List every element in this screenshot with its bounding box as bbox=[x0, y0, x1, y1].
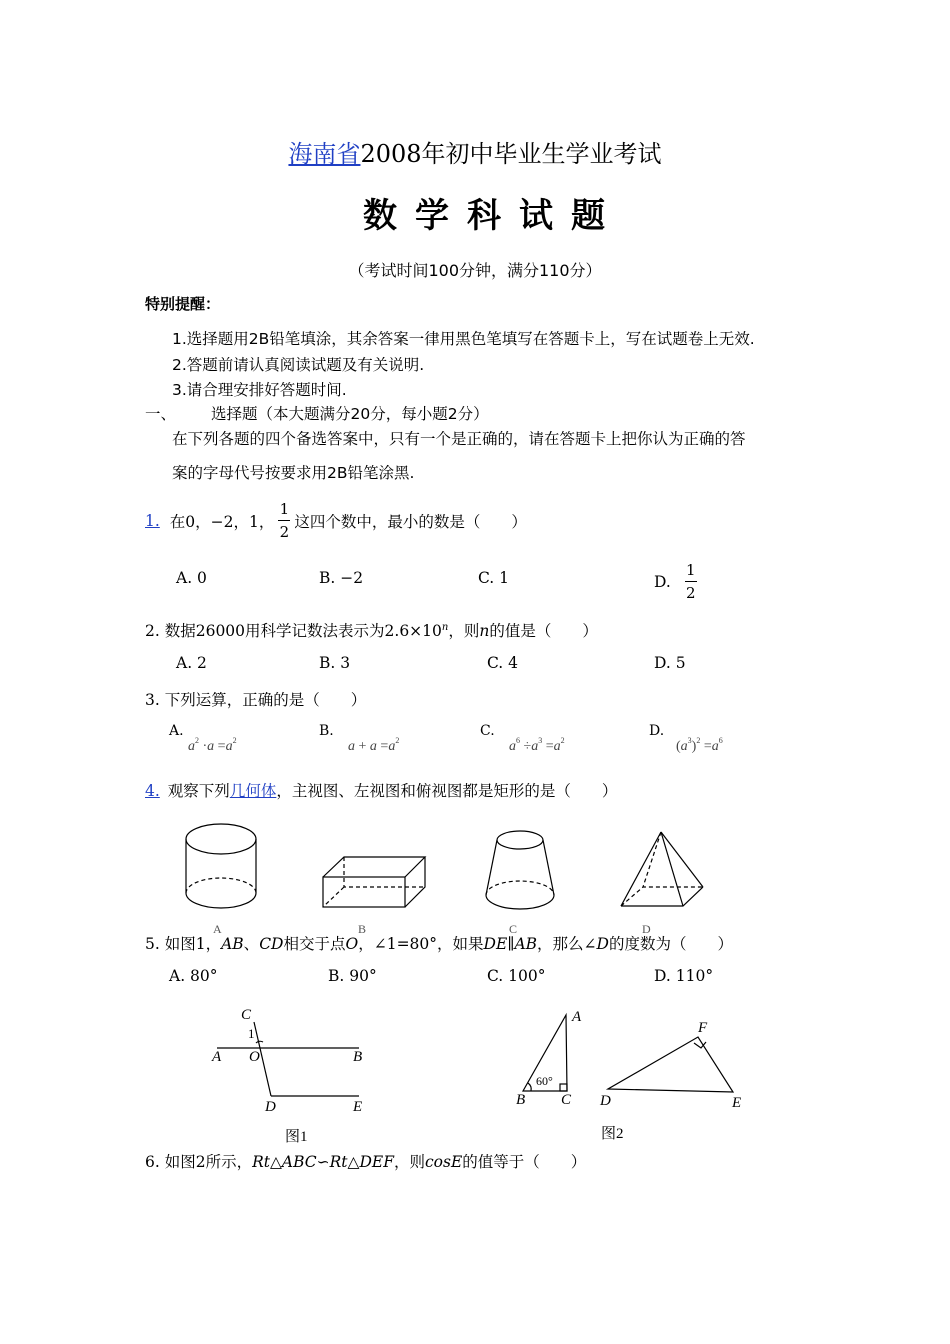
question-2-text-a: 2. 数据26000用科学记数法表示为2.6×10 bbox=[145, 622, 442, 640]
question-6-triangle1: △ bbox=[269, 1153, 282, 1171]
question-2-text-c: 的值是（ ） bbox=[489, 622, 598, 640]
section1-number: 一、 bbox=[145, 405, 177, 423]
question-2-var: n bbox=[479, 622, 490, 640]
figure-1-caption: 图1 bbox=[285, 1129, 308, 1145]
q3-formulas bbox=[0, 728, 950, 758]
question-2-exponent: n bbox=[441, 621, 449, 633]
question-6-text-b: ，则 bbox=[393, 1153, 425, 1171]
fraction-numerator: 1 bbox=[279, 500, 290, 518]
fraction-denominator: 2 bbox=[686, 584, 696, 602]
shape-label-b: B bbox=[358, 922, 367, 936]
q3-option-a-label: A. bbox=[169, 723, 184, 739]
fig1-label-o: O bbox=[249, 1049, 260, 1065]
q1-option-d-label: D. bbox=[654, 572, 671, 591]
q1-option-d-fraction bbox=[685, 561, 697, 602]
section1-title: 选择题（本大题满分20分，每小题2分） bbox=[211, 405, 489, 423]
q5-option-d: D. 110° bbox=[654, 967, 714, 985]
q2-option-d: D. 5 bbox=[654, 654, 686, 672]
fig2-label-b: B bbox=[516, 1092, 526, 1108]
question-5-text-a: 5. 如图1， bbox=[145, 935, 222, 953]
question-6-similar: ∽ bbox=[316, 1153, 330, 1171]
question-2 bbox=[145, 619, 598, 641]
question-5-d: D bbox=[596, 935, 609, 953]
q3-option-d-label: D. bbox=[649, 723, 665, 739]
exam-info: （考试时间100分钟，满分110分） bbox=[348, 261, 602, 280]
q3-formula-b: $a + a =a^2$ bbox=[348, 736, 400, 754]
q3-formula-d: $(a^3)^2 =a^6$ bbox=[676, 736, 723, 754]
question-5-o: O bbox=[345, 935, 359, 953]
question-4-text-b: ，主视图、左视图和俯视图都是矩形的是（ ） bbox=[276, 782, 618, 800]
fig2-label-c: C bbox=[561, 1092, 572, 1108]
question-5-text-c: ，∠1=80°，如果 bbox=[358, 935, 484, 953]
exam-title-rest: 2008年初中毕业生学业考试 bbox=[360, 140, 662, 168]
fig2-label-f: F bbox=[698, 1020, 708, 1036]
notice-item-2: 2.答题前请认真阅读试题及有关说明. bbox=[172, 356, 425, 374]
question-5-text-b: 相交于点 bbox=[283, 935, 346, 953]
q5-option-b: B. 90° bbox=[328, 967, 377, 985]
fig1-label-1: 1 bbox=[248, 1026, 255, 1041]
question-5-de: DE bbox=[483, 935, 508, 953]
question-6-text-a: 6. 如图2所示， bbox=[145, 1153, 253, 1171]
geometry-link[interactable]: 几何体 bbox=[229, 782, 277, 800]
shape-label-d: D bbox=[642, 922, 651, 936]
question-5-sep: 、 bbox=[243, 935, 260, 953]
question-5-ab: AB bbox=[221, 935, 244, 953]
q1-option-c: C. 1 bbox=[478, 569, 510, 587]
q1-option-b: B. −2 bbox=[319, 569, 364, 587]
fig1-label-b: B bbox=[353, 1049, 363, 1065]
q1-option-a: A. 0 bbox=[176, 569, 207, 587]
province-link[interactable]: 海南省 bbox=[288, 140, 361, 168]
figure-1-lines bbox=[217, 1022, 359, 1096]
fig1-label-e: E bbox=[353, 1099, 363, 1115]
frustum-shape bbox=[486, 831, 554, 909]
notice-item-3: 3.请合理安排好答题时间. bbox=[172, 381, 347, 399]
cylinder-shape bbox=[186, 824, 256, 908]
section1-instruction-2: 案的字母代号按要求用2B铅笔涂黑. bbox=[172, 464, 415, 482]
fraction-denominator: 2 bbox=[279, 523, 290, 541]
question-1-text-a: 在0，−2，1， bbox=[169, 512, 275, 531]
q3-formula-a: $a^2 \cdot a =a^2$ bbox=[188, 736, 237, 754]
question-4-text-a: 观察下列 bbox=[167, 782, 230, 800]
question-1-number[interactable]: 1. bbox=[145, 511, 160, 530]
q2-option-c: C. 4 bbox=[487, 654, 519, 672]
question-5-parallel: ∥ bbox=[507, 935, 515, 953]
question-3: 3. 下列运算，正确的是（ ） bbox=[145, 691, 367, 709]
question-4 bbox=[145, 779, 617, 801]
question-1 bbox=[145, 500, 527, 541]
question-6-rt1: Rt bbox=[252, 1153, 270, 1171]
shape-label-a: A bbox=[213, 922, 222, 936]
q3-option-c-label: C. bbox=[480, 723, 495, 739]
fig2-label-angle: 60° bbox=[536, 1074, 553, 1088]
notice-item-1: 1.选择题用2B铅笔填涂，其余答案一律用黑色笔填写在答题卡上，写在试题卷上无效. bbox=[172, 330, 755, 348]
q1-option-d bbox=[654, 561, 701, 602]
question-6-abc: ABC bbox=[281, 1153, 317, 1171]
question-2-text-b: ，则 bbox=[448, 622, 480, 640]
q5-option-c: C. 100° bbox=[487, 967, 546, 985]
fig2-label-a: A bbox=[572, 1009, 582, 1025]
question-1-text-b: 这四个数中，最小的数是（ ） bbox=[294, 512, 527, 531]
question-6-triangle2: △ bbox=[347, 1153, 360, 1171]
question-5 bbox=[145, 932, 733, 954]
notice-heading: 特别提醒： bbox=[145, 295, 221, 313]
exam-title bbox=[0, 134, 950, 169]
figure-2-triangle-def bbox=[608, 1037, 733, 1092]
question-6-text-c: 的值等于（ ） bbox=[462, 1153, 587, 1171]
question-6-def: DEF bbox=[359, 1153, 394, 1171]
q4-shapes bbox=[0, 815, 950, 940]
fig1-label-d: D bbox=[265, 1099, 276, 1115]
question-6-cose: cosE bbox=[424, 1153, 463, 1171]
question-6 bbox=[145, 1150, 586, 1172]
figure-2-caption: 图2 bbox=[601, 1126, 624, 1142]
fig1-label-c: C bbox=[241, 1007, 252, 1023]
fig1-label-a: A bbox=[212, 1049, 222, 1065]
q3-formula-c: $a^6 \div a^3 =a^2$ bbox=[509, 736, 565, 754]
fig2-label-d: D bbox=[600, 1093, 611, 1109]
question-5-cd: CD bbox=[259, 935, 284, 953]
question-5-ab2: AB bbox=[514, 935, 538, 953]
question-1-fraction bbox=[278, 500, 290, 541]
question-5-text-d: ，那么∠ bbox=[537, 935, 597, 953]
fraction-numerator: 1 bbox=[686, 561, 696, 579]
question-5-text-e: 的度数为（ ） bbox=[608, 935, 733, 953]
subject-title: 数学科试题 bbox=[363, 196, 623, 236]
q3-option-b-label: B. bbox=[319, 723, 334, 739]
cuboid-shape bbox=[323, 857, 425, 907]
section1-instruction-1: 在下列各题的四个备选答案中，只有一个是正确的，请在答题卡上把你认为正确的答 bbox=[172, 430, 746, 448]
q2-option-a: A. 2 bbox=[176, 654, 207, 672]
fig2-label-e: E bbox=[732, 1095, 742, 1111]
figures bbox=[0, 1000, 950, 1150]
question-4-number[interactable]: 4. bbox=[145, 782, 160, 800]
q5-option-a: A. 80° bbox=[169, 967, 218, 985]
question-6-rt2: Rt bbox=[329, 1153, 348, 1171]
pyramid-shape bbox=[621, 832, 703, 906]
shape-label-c: C bbox=[509, 922, 518, 936]
q2-option-b: B. 3 bbox=[319, 654, 351, 672]
